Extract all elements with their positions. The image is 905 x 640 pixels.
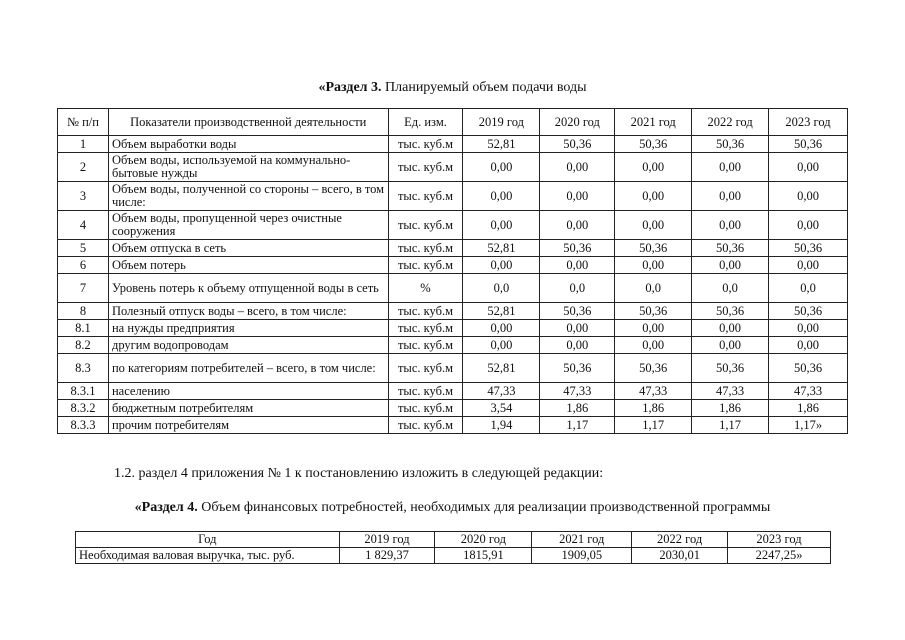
row-value-2023: 50,36: [769, 303, 848, 320]
row-value-2019: 0,0: [463, 274, 540, 303]
row-number: 5: [58, 240, 109, 257]
row-value-2021: 0,00: [615, 337, 692, 354]
row-value-2020: 0,00: [540, 320, 615, 337]
row-value-2021: 0,00: [615, 182, 692, 211]
paragraph-1-2: 1.2. раздел 4 приложения № 1 к постановлению изложить в следующей редакции:: [114, 466, 604, 481]
row-unit: %: [388, 274, 463, 303]
table-row: [58, 400, 848, 417]
row-value-2020: 0,00: [540, 153, 615, 182]
row-indicator: Объем воды, используемой на коммунально-бытовые нужды: [108, 153, 388, 182]
header-2022: 2022 год: [632, 532, 728, 548]
table-row: [58, 240, 848, 257]
row-value-2019: 1 829,37: [339, 548, 435, 564]
row-value-2021: 0,0: [615, 274, 692, 303]
row-value-2022: 50,36: [692, 303, 769, 320]
row-value-2019: 0,00: [463, 182, 540, 211]
row-value-2019: 1,94: [463, 417, 540, 434]
row-value-2023: 2247,25»: [728, 548, 831, 564]
row-value-2020: 47,33: [540, 383, 615, 400]
row-indicator: Объем воды, пропущенной через очистные сооружения: [108, 211, 388, 240]
row-value-2023: 47,33: [769, 383, 848, 400]
row-number: 2: [58, 153, 109, 182]
row-number: 8.1: [58, 320, 109, 337]
row-unit: тыс. куб.м: [388, 153, 463, 182]
row-indicator: прочим потребителям: [108, 417, 388, 434]
table-row: [58, 383, 848, 400]
row-indicator: населению: [108, 383, 388, 400]
row-unit: тыс. куб.м: [388, 337, 463, 354]
row-value-2020: 1,17: [540, 417, 615, 434]
row-unit: тыс. куб.м: [388, 383, 463, 400]
row-number: 3: [58, 182, 109, 211]
row-unit: тыс. куб.м: [388, 400, 463, 417]
header-2020: 2020 год: [540, 109, 615, 136]
row-value-2023: 0,00: [769, 182, 848, 211]
row-number: 1: [58, 136, 109, 153]
header-year: Год: [76, 532, 340, 548]
row-indicator: на нужды предприятия: [108, 320, 388, 337]
row-value-2021: 0,00: [615, 153, 692, 182]
header-indicator: Показатели производственной деятельности: [108, 109, 388, 136]
row-value-2021: 1909,05: [532, 548, 632, 564]
row-number: 4: [58, 211, 109, 240]
header-2019: 2019 год: [339, 532, 435, 548]
table-row: [58, 211, 848, 240]
section-3-title-text: Планируемый объем подачи воды: [381, 80, 587, 95]
row-number: 8.3.1: [58, 383, 109, 400]
row-value-2023: 0,0: [769, 274, 848, 303]
row-value-2019: 0,00: [463, 257, 540, 274]
row-value-2021: 0,00: [615, 320, 692, 337]
table-row: [58, 153, 848, 182]
row-value-2023: 0,00: [769, 153, 848, 182]
row-number: 8.3: [58, 354, 109, 383]
row-number: 6: [58, 257, 109, 274]
row-value-2019: 47,33: [463, 383, 540, 400]
row-value-2020: 1815,91: [435, 548, 532, 564]
row-indicator: Объем воды, полученной со стороны – всего, в том числе:: [108, 182, 388, 211]
row-value-2020: 50,36: [540, 136, 615, 153]
section-4-title: [0, 500, 905, 516]
row-label: Необходимая валовая выручка, тыс. руб.: [76, 548, 340, 564]
header-2021: 2021 год: [615, 109, 692, 136]
row-value-2022: 47,33: [692, 383, 769, 400]
row-value-2023: 0,00: [769, 337, 848, 354]
row-value-2019: 52,81: [463, 240, 540, 257]
row-value-2020: 0,0: [540, 274, 615, 303]
row-number: 8: [58, 303, 109, 320]
header-2020: 2020 год: [435, 532, 532, 548]
row-value-2020: 0,00: [540, 337, 615, 354]
row-value-2023: 0,00: [769, 211, 848, 240]
financial-needs-table: [75, 531, 831, 564]
row-value-2021: 47,33: [615, 383, 692, 400]
table-row: [58, 257, 848, 274]
row-number: 8.3.2: [58, 400, 109, 417]
row-value-2022: 0,00: [692, 182, 769, 211]
section-3-title: [0, 80, 905, 96]
row-value-2022: 0,00: [692, 153, 769, 182]
row-indicator: Объем отпуска в сеть: [108, 240, 388, 257]
row-value-2022: 50,36: [692, 136, 769, 153]
row-unit: тыс. куб.м: [388, 417, 463, 434]
header-unit: Ед. изм.: [388, 109, 463, 136]
row-value-2022: 0,00: [692, 320, 769, 337]
row-value-2023: 0,00: [769, 320, 848, 337]
row-number: 8.3.3: [58, 417, 109, 434]
row-indicator: по категориям потребителей – всего, в том числе:: [108, 354, 388, 383]
section-4-title-bold: «Раздел 4.: [134, 500, 198, 515]
row-value-2019: 52,81: [463, 303, 540, 320]
row-value-2023: 1,86: [769, 400, 848, 417]
table-row: [58, 182, 848, 211]
table-row: [58, 337, 848, 354]
row-unit: тыс. куб.м: [388, 303, 463, 320]
row-value-2021: 0,00: [615, 211, 692, 240]
row-value-2023: 0,00: [769, 257, 848, 274]
row-value-2021: 50,36: [615, 354, 692, 383]
row-unit: тыс. куб.м: [388, 211, 463, 240]
row-unit: тыс. куб.м: [388, 354, 463, 383]
row-indicator: Объем потерь: [108, 257, 388, 274]
row-value-2022: 2030,01: [632, 548, 728, 564]
row-indicator: Уровень потерь к объему отпущенной воды в сеть: [108, 274, 388, 303]
row-value-2021: 50,36: [615, 136, 692, 153]
row-unit: тыс. куб.м: [388, 136, 463, 153]
row-value-2022: 50,36: [692, 354, 769, 383]
table-row: [58, 303, 848, 320]
header-2022: 2022 год: [692, 109, 769, 136]
row-value-2022: 0,00: [692, 257, 769, 274]
row-value-2020: 0,00: [540, 211, 615, 240]
row-value-2023: 50,36: [769, 240, 848, 257]
row-value-2019: 0,00: [463, 337, 540, 354]
row-value-2023: 1,17»: [769, 417, 848, 434]
row-number: 8.2: [58, 337, 109, 354]
row-value-2020: 0,00: [540, 257, 615, 274]
row-value-2019: 0,00: [463, 211, 540, 240]
row-indicator: Объем выработки воды: [108, 136, 388, 153]
row-indicator: Полезный отпуск воды – всего, в том числе:: [108, 303, 388, 320]
row-value-2019: 3,54: [463, 400, 540, 417]
row-value-2019: 52,81: [463, 136, 540, 153]
table-header-row: [58, 109, 848, 136]
row-value-2022: 0,00: [692, 211, 769, 240]
table-row: [58, 354, 848, 383]
water-supply-table: [57, 108, 848, 434]
row-value-2020: 50,36: [540, 240, 615, 257]
row-value-2021: 50,36: [615, 240, 692, 257]
row-indicator: другим водопроводам: [108, 337, 388, 354]
row-indicator: бюджетным потребителям: [108, 400, 388, 417]
table-row: [58, 274, 848, 303]
table-row: [76, 548, 831, 564]
row-value-2022: 50,36: [692, 240, 769, 257]
table-row: [58, 320, 848, 337]
header-2019: 2019 год: [463, 109, 540, 136]
row-value-2020: 0,00: [540, 182, 615, 211]
header-2023: 2023 год: [728, 532, 831, 548]
table-header-row: [76, 532, 831, 548]
row-value-2019: 0,00: [463, 153, 540, 182]
row-value-2020: 50,36: [540, 303, 615, 320]
row-unit: тыс. куб.м: [388, 320, 463, 337]
row-value-2021: 1,17: [615, 417, 692, 434]
row-unit: тыс. куб.м: [388, 240, 463, 257]
header-number: № п/п: [58, 109, 109, 136]
row-value-2023: 50,36: [769, 136, 848, 153]
row-value-2021: 50,36: [615, 303, 692, 320]
row-unit: тыс. куб.м: [388, 257, 463, 274]
row-value-2021: 1,86: [615, 400, 692, 417]
row-number: 7: [58, 274, 109, 303]
row-value-2020: 50,36: [540, 354, 615, 383]
row-value-2023: 50,36: [769, 354, 848, 383]
row-value-2019: 52,81: [463, 354, 540, 383]
row-value-2022: 1,17: [692, 417, 769, 434]
header-2021: 2021 год: [532, 532, 632, 548]
table-row: [58, 136, 848, 153]
row-value-2019: 0,00: [463, 320, 540, 337]
row-value-2022: 0,00: [692, 337, 769, 354]
row-value-2022: 1,86: [692, 400, 769, 417]
row-value-2020: 1,86: [540, 400, 615, 417]
row-value-2022: 0,0: [692, 274, 769, 303]
header-2023: 2023 год: [769, 109, 848, 136]
section-4-title-text: Объем финансовых потребностей, необходимых для реализации производственной программы: [197, 500, 771, 515]
table-row: [58, 417, 848, 434]
row-value-2021: 0,00: [615, 257, 692, 274]
section-3-title-bold: «Раздел 3.: [318, 80, 382, 95]
row-unit: тыс. куб.м: [388, 182, 463, 211]
